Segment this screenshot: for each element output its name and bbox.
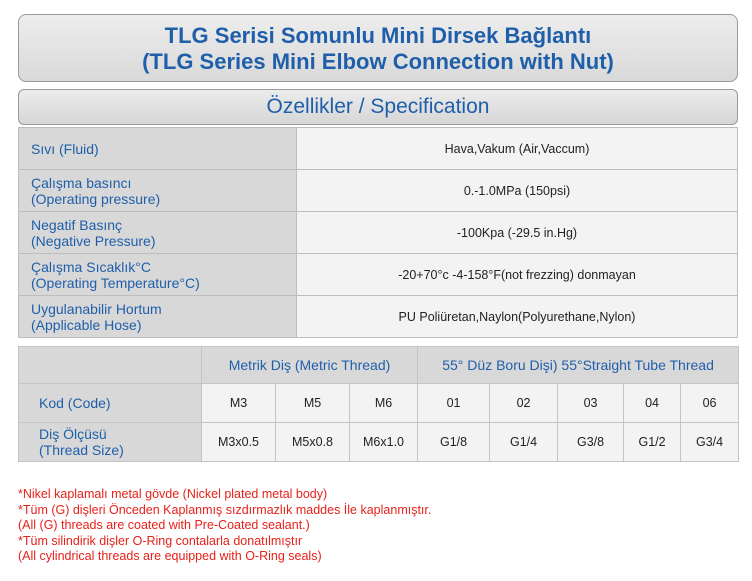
code-cell: 04 xyxy=(624,384,681,423)
thread-size-label xyxy=(19,423,202,462)
straight-tube-thread-header: 55° Düz Boru Dişi) 55°Straight Tube Thread xyxy=(418,347,739,384)
spec-value-fluid: Hava,Vakum (Air,Vaccum) xyxy=(297,128,738,170)
notes-section xyxy=(18,487,431,565)
thread-size-cell: G3/8 xyxy=(558,423,624,462)
title-banner xyxy=(18,14,738,82)
thread-table xyxy=(18,346,739,462)
code-cell: 03 xyxy=(558,384,624,423)
thread-size-cell: M3x0.5 xyxy=(202,423,276,462)
code-cell: 02 xyxy=(490,384,558,423)
specification-header: Özellikler / Specification xyxy=(18,89,738,125)
note-line: (All (G) threads are coated with Pre-Coated sealant.) xyxy=(18,518,310,532)
spec-label-line2: (Operating Temperature°C) xyxy=(31,274,200,291)
note-line: *Nikel kaplamalı metal gövde (Nickel plated metal body) xyxy=(18,487,328,501)
code-label: Kod (Code) xyxy=(19,384,202,423)
spec-label-line1: Uygulanabilir Hortum xyxy=(31,300,162,317)
code-row xyxy=(19,384,739,423)
spec-label-line2: (Applicable Hose) xyxy=(31,316,142,333)
note-line: *Tüm silindirik dişler O-Ring contalarla donatılmıştır xyxy=(18,533,303,548)
thread-size-label-line1: Diş Ölçüsü xyxy=(39,426,107,442)
thread-size-cell: M6x1.0 xyxy=(350,423,418,462)
spec-label-fluid xyxy=(19,128,297,170)
spec-label-temperature xyxy=(19,254,297,296)
thread-size-label-line2: (Thread Size) xyxy=(39,442,124,458)
thread-size-cell: G1/4 xyxy=(490,423,558,462)
spec-value-pressure: 0.-1.0MPa (150psi) xyxy=(297,170,738,212)
thread-size-cell: G1/2 xyxy=(624,423,681,462)
spec-label-pressure xyxy=(19,170,297,212)
thread-size-cell: M5x0.8 xyxy=(276,423,350,462)
spec-value-temperature: -20+70°c -4-158°F(not frezzing) donmayan xyxy=(297,254,738,296)
spec-value-negative-pressure: -100Kpa (-29.5 in.Hg) xyxy=(297,212,738,254)
thread-size-cell: G1/8 xyxy=(418,423,490,462)
spec-row-fluid xyxy=(19,128,738,170)
code-cell: 01 xyxy=(418,384,490,423)
spec-value-hose: PU Poliüretan,Naylon(Polyurethane,Nylon) xyxy=(297,296,738,338)
thread-group-header-row xyxy=(19,347,739,384)
note-line: (All cylindrical threads are equipped with O-Ring seals) xyxy=(18,549,322,563)
spec-label-line2: (Negative Pressure) xyxy=(31,232,156,249)
spec-row-pressure xyxy=(19,170,738,212)
code-cell: M3 xyxy=(202,384,276,423)
code-cell: M6 xyxy=(350,384,418,423)
spec-row-hose xyxy=(19,296,738,338)
code-cell: M5 xyxy=(276,384,350,423)
spec-label-line1: Çalışma Sıcaklık°C xyxy=(31,258,151,275)
corner-cell xyxy=(19,347,202,384)
spec-label-hose xyxy=(19,296,297,338)
note-line: *Tüm (G) dişleri Önceden Kaplanmış sızdırmazlık maddes İle kaplanmıştır. xyxy=(18,502,432,517)
thread-size-cell: G3/4 xyxy=(681,423,739,462)
spec-label-line1: Sıvı (Fluid) xyxy=(31,140,99,157)
spec-label-line1: Negatif Basınç xyxy=(31,216,123,233)
thread-size-row xyxy=(19,423,739,462)
specification-table xyxy=(18,127,738,338)
code-cell: 06 xyxy=(681,384,739,423)
title-turkish: TLG Serisi Somunlu Mini Dirsek Bağlantı xyxy=(164,23,592,48)
spec-row-temperature xyxy=(19,254,738,296)
title-english: (TLG Series Mini Elbow Connection with Nut) xyxy=(142,49,614,74)
spec-label-line1: Çalışma basıncı xyxy=(31,174,132,191)
spec-label-line2: (Operating pressure) xyxy=(31,190,161,207)
spec-label-negative-pressure xyxy=(19,212,297,254)
spec-row-negative-pressure xyxy=(19,212,738,254)
metric-thread-header: Metrik Diş (Metric Thread) xyxy=(202,347,418,384)
